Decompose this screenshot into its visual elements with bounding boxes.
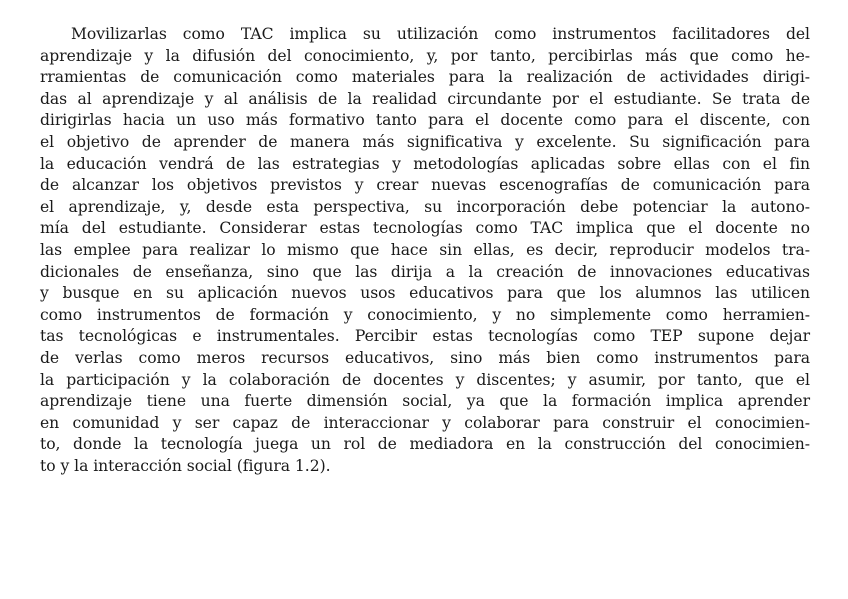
paragraph-line: das al aprendizaje y al análisis de la realidad circundante por el estudiante. Se trata de [40,89,810,108]
paragraph-line: mía del estudiante. Considerar estas tecnologías como TAC implica que el docente no [40,219,810,238]
paragraph-line: to y la interacción social (figura 1.2). [40,456,331,475]
paragraph-line: aprendizaje y la difusión del conocimiento, y, por tanto, percibirlas más que como he- [40,46,810,65]
paragraph-line: de alcanzar los objetivos previstos y crear nuevas escenografías de comunicación para [40,176,810,195]
paragraph-line: dirigirlas hacia un uso más formativo tanto para el docente como para el discente, con [40,111,810,130]
paragraph-line: de verlas como meros recursos educativos, sino más bien como instrumentos para [40,348,810,367]
paragraph-line: tas tecnológicas e instrumentales. Percibir estas tecnologías como TEP supone dejar [40,327,810,346]
paragraph-line: rramientas de comunicación como materiales para la realización de actividades dirigi- [40,68,810,87]
paragraph-line: y busque en su aplicación nuevos usos educativos para que los alumnos las utilicen [40,284,810,303]
paragraph-line: to, donde la tecnología juega un rol de mediadora en la construcción del conocimien- [40,435,810,454]
paragraph-line: Movilizarlas como TAC implica su utilización como instrumentos facilitadores del [71,25,810,43]
paragraph-line: dicionales de enseñanza, sino que las dirija a la creación de innovaciones educativas [40,262,810,281]
paragraph-line: en comunidad y ser capaz de interaccionar y colaborar para construir el conocimien- [40,413,810,432]
paragraph-line: aprendizaje tiene una fuerte dimensión social, ya que la formación implica aprender [40,392,810,411]
paragraph-line: el objetivo de aprender de manera más significativa y excelente. Su significación para [40,132,810,151]
paragraph-line: el aprendizaje, y, desde esta perspectiva, su incorporación debe potenciar la autono- [40,197,810,216]
document-page [40,24,810,477]
paragraph-line: la participación y la colaboración de docentes y discentes; y asumir, por tanto, que el [40,370,810,389]
body-paragraph [40,24,810,477]
paragraph-line: las emplee para realizar lo mismo que hace sin ellas, es decir, reproducir modelos tra- [40,240,810,259]
paragraph-line: la educación vendrá de las estrategias y metodologías aplicadas sobre ellas con el fin [40,154,810,173]
paragraph-line: como instrumentos de formación y conocimiento, y no simplemente como herramien- [40,305,810,324]
